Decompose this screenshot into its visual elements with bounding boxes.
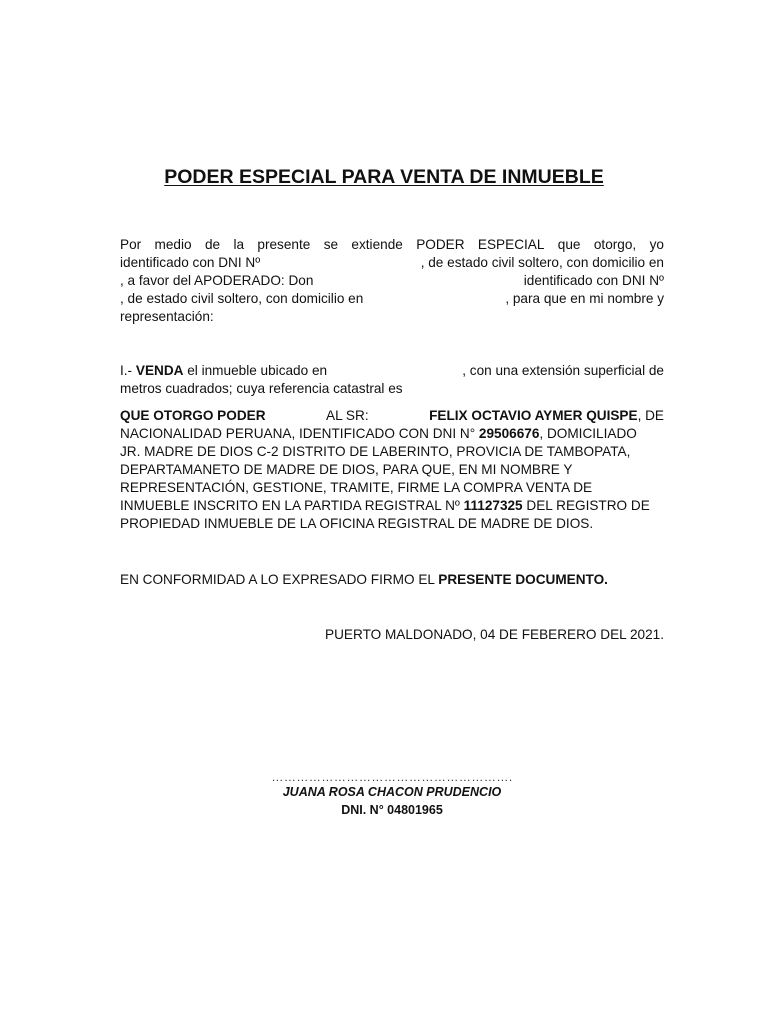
para2-line-7 xyxy=(120,515,664,533)
para2-partida: 11127325 xyxy=(463,498,523,513)
intro-word: extiende xyxy=(351,237,403,252)
conformity-line xyxy=(120,571,664,589)
para2-text: INMUEBLE INSCRITO EN LA PARTIDA REGISTRAL Nº xyxy=(120,498,460,513)
intro-line-4 xyxy=(120,290,664,308)
para2-text: NACIONALIDAD PERUANA, IDENTIFICADO CON DNI N° xyxy=(120,426,476,441)
para2-bold: QUE OTORGO PODER xyxy=(120,408,266,423)
intro-word: se xyxy=(323,237,339,252)
intro-word: presente xyxy=(257,237,311,252)
para2-line-5 xyxy=(120,479,664,497)
item-text: metros cuadrados; cuya referencia catastral es xyxy=(120,381,403,396)
intro-line-2 xyxy=(120,254,664,272)
intro-word: yo xyxy=(649,237,664,252)
intro-text: representación: xyxy=(120,309,214,324)
item-text: el inmueble ubicado en xyxy=(187,363,328,378)
para2-text: , DOMICILIADO xyxy=(539,426,637,441)
intro-text: , para que en mi nombre y xyxy=(505,291,664,306)
para2-line-4 xyxy=(120,461,664,479)
item-keyword: VENDA xyxy=(135,363,184,378)
para2-text: DEPARTAMANETO DE MADRE DE DIOS, PARA QUE, EN MI NOMBRE Y xyxy=(120,462,573,477)
para2-text: JR. MADRE DE DIOS C-2 DISTRITO DE LABERINTO, PROVICIA DE TAMBOPATA, xyxy=(120,444,631,459)
para2-text: AL SR: xyxy=(326,408,369,423)
intro-text: identificado con DNI Nº xyxy=(120,255,261,270)
item-prefix: I.- xyxy=(120,363,133,378)
signature-line: …………………………………………………. xyxy=(271,770,513,784)
intro-text: identificado con DNI Nº xyxy=(523,273,664,288)
intro-word: PODER xyxy=(416,237,465,252)
para2-text: REPRESENTACIÓN, GESTIONE, TRAMITE, FIRME LA COMPRA VENTA DE xyxy=(120,480,593,495)
intro-word: Por xyxy=(120,237,142,252)
intro-word: otorgo, xyxy=(593,237,637,252)
para2-line-2 xyxy=(120,425,664,443)
signatory-dni: DNI. N° 04801965 xyxy=(341,803,443,817)
item1-line-2 xyxy=(120,380,664,398)
item-text: , con una extensión superficial de xyxy=(462,363,664,378)
conformity-bold: PRESENTE DOCUMENTO. xyxy=(438,572,608,587)
para2-line-3 xyxy=(120,443,664,461)
place-date xyxy=(120,626,664,644)
document-title: PODER ESPECIAL PARA VENTA DE INMUEBLE xyxy=(164,166,604,188)
para2-line-1 xyxy=(120,407,664,425)
intro-line-3 xyxy=(120,272,664,290)
intro-word: de xyxy=(204,237,221,252)
para2-text: PROPIEDAD INMUEBLE DE LA OFICINA REGISTRAL DE MADRE DE DIOS. xyxy=(120,516,594,531)
place-date-text: PUERTO MALDONADO, 04 DE FEBERERO DEL 2021. xyxy=(325,627,664,642)
para2-bold-name: FELIX OCTAVIO AYMER QUISPE xyxy=(429,408,638,423)
para2-text: , DE xyxy=(637,408,664,423)
intro-line-5 xyxy=(120,308,664,326)
item1-line-1 xyxy=(120,362,664,380)
para2-text: DEL REGISTRO DE xyxy=(526,498,650,513)
intro-word: medio xyxy=(154,237,192,252)
para2-dni: 29506676 xyxy=(478,426,540,441)
intro-word: ESPECIAL xyxy=(477,237,545,252)
intro-word: que xyxy=(557,237,581,252)
conformity-text: EN CONFORMIDAD A LO EXPRESADO FIRMO EL xyxy=(120,572,435,587)
signatory-name: JUANA ROSA CHACON PRUDENCIO xyxy=(282,785,502,799)
intro-line-1 xyxy=(120,236,664,254)
intro-text: , a favor del APODERADO: Don xyxy=(120,273,314,288)
intro-text: , de estado civil soltero, con domicilio en xyxy=(120,291,364,306)
para2-line-6 xyxy=(120,497,664,515)
intro-text: , de estado civil soltero, con domicilio en xyxy=(420,255,664,270)
intro-word: la xyxy=(233,237,245,252)
